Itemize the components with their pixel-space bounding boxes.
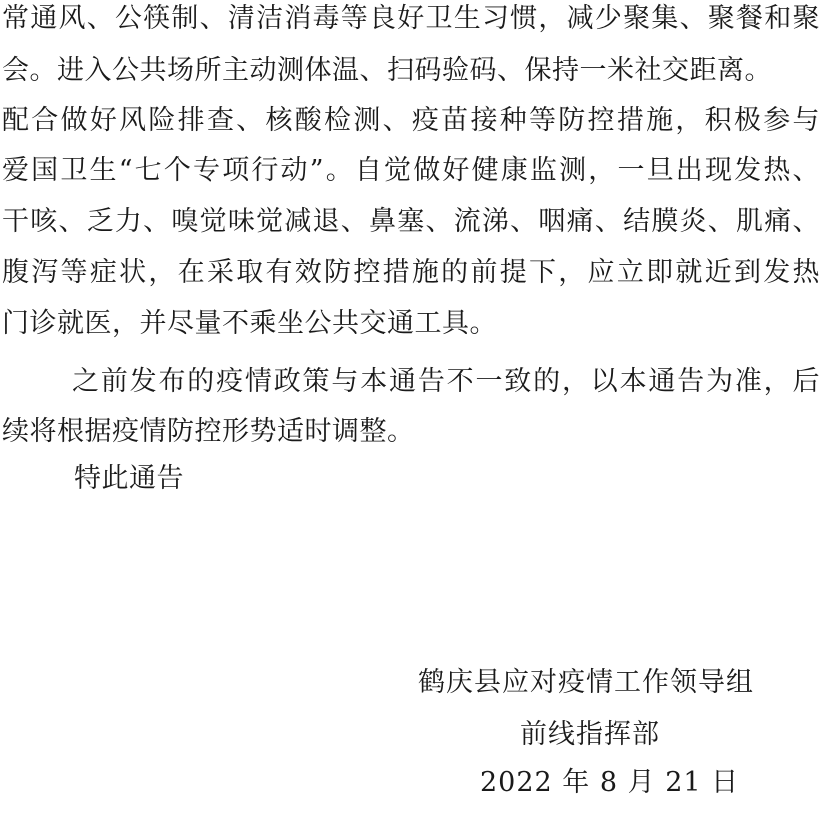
paragraph1-line-5: 干咳、乏力、嗅觉味觉减退、鼻塞、流涕、咽痛、结膜炎、肌痛、 bbox=[2, 206, 820, 237]
paragraph2-line-1: 之前发布的疫情政策与本通告不一致的，以本通告为准，后 bbox=[72, 366, 820, 397]
paragraph1-line-7: 门诊就医，并尽量不乘坐公共交通工具。 bbox=[2, 308, 497, 339]
signature-department: 前线指挥部 bbox=[520, 719, 660, 750]
paragraph1-line-2: 会。进入公共场所主动测体温、扫码验码、保持一米社交距离。 bbox=[2, 55, 772, 86]
signature-date: 2022 年 8 月 21 日 bbox=[480, 767, 740, 798]
paragraph1-line-4: 爱国卫生“七个专项行动”。自觉做好健康监测，一旦出现发热、 bbox=[2, 155, 820, 186]
closing-remark: 特此通告 bbox=[74, 463, 184, 494]
paragraph1-line-3: 配合做好风险排查、核酸检测、疫苗接种等防控措施，积极参与 bbox=[2, 105, 820, 136]
signature-organization: 鹤庆县应对疫情工作领导组 bbox=[418, 667, 754, 698]
paragraph1-line-1: 常通风、公筷制、清洁消毒等良好卫生习惯，减少聚集、聚餐和聚 bbox=[2, 3, 820, 34]
paragraph1-line-6: 腹泻等症状，在采取有效防控措施的前提下，应立即就近到发热 bbox=[2, 257, 820, 288]
paragraph2-line-2: 续将根据疫情防控形势适时调整。 bbox=[2, 416, 415, 447]
